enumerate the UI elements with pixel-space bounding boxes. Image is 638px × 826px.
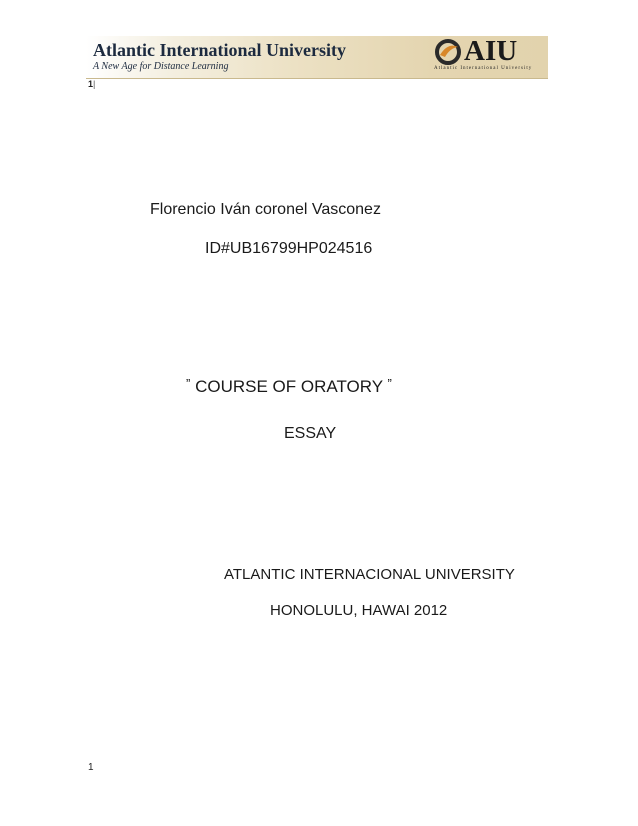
aiu-logo-text: AIU (464, 35, 518, 67)
header-page-number-value: 1 (88, 79, 94, 89)
aiu-logo-caption: Atlantic International University (434, 66, 533, 71)
university-name: Atlantic International University (93, 40, 346, 60)
header-page-separator: | (93, 79, 96, 89)
course-close-quote: ” (387, 376, 392, 391)
header-page-number (88, 79, 95, 89)
student-id: ID#UB16799HP024516 (205, 240, 373, 257)
course-title: COURSE OF ORATORY (195, 377, 383, 396)
location-year: HONOLULU, HAWAI 2012 (270, 602, 448, 619)
document-type: ESSAY (284, 425, 337, 442)
course-open-quote: ” (186, 376, 191, 391)
institution-name: ATLANTIC INTERNACIONAL UNIVERSITY (224, 566, 515, 583)
university-tagline: A New Age for Distance Learning (93, 61, 229, 72)
course-title-line (186, 377, 392, 397)
footer-page-number: 1 (88, 762, 94, 773)
aiu-logo-icon (434, 38, 462, 66)
author-name: Florencio Iván coronel Vasconez (150, 201, 381, 218)
aiu-header-banner (86, 36, 548, 79)
